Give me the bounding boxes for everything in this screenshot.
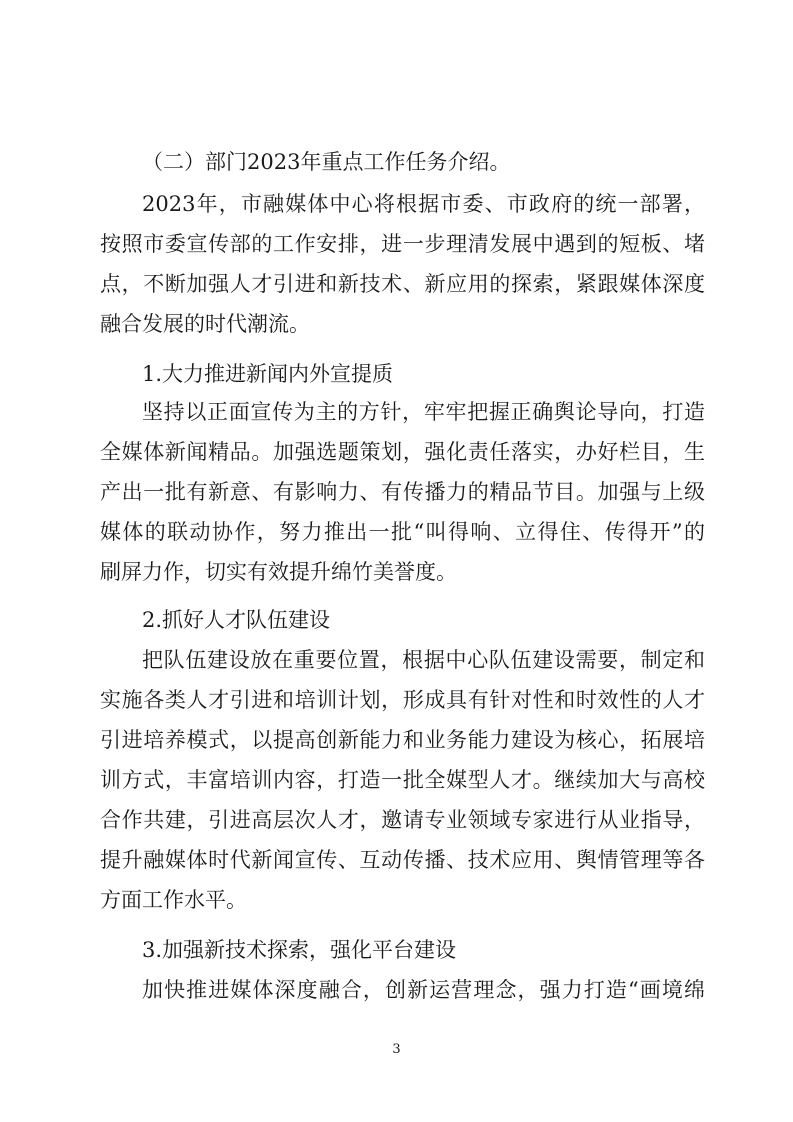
subsection-heading: 3.加强新技术探索，强化平台建设 xyxy=(142,938,457,962)
subsection-heading: 2.抓好人才队伍建设 xyxy=(142,608,331,632)
paragraph-line: 刷屏力作，切实有效提升绵竹美誉度。 xyxy=(100,560,457,584)
paragraph-line: 训方式，丰富培训内容，打造一批全媒型人才。继续加大与高校 xyxy=(100,768,705,792)
paragraph-line: 媒体的联动协作，努力推出一批“叫得响、立得住、传得开”的 xyxy=(100,520,705,544)
paragraph-line: 2023年，市融媒体中心将根据市委、市政府的统一部署， xyxy=(142,192,705,216)
paragraph-line: 提升融媒体时代新闻宣传、互动传播、技术应用、舆情管理等各 xyxy=(100,848,705,872)
paragraph-line: 引进培养模式，以提高创新能力和业务能力建设为核心，拓展培 xyxy=(100,728,705,752)
paragraph-line: 合作共建，引进高层次人才，邀请专业领域专家进行从业指导， xyxy=(100,808,705,832)
paragraph-line: 全媒体新闻精品。加强选题策划，强化责任落实，办好栏目，生 xyxy=(100,440,705,464)
paragraph-line: 实施各类人才引进和培训计划，形成具有针对性和时效性的人才 xyxy=(100,688,705,712)
paragraph-line: 加快推进媒体深度融合，创新运营理念，强力打造“画境绵 xyxy=(142,978,705,1002)
page-number: 3 xyxy=(392,1042,401,1057)
paragraph-line: 方面工作水平。 xyxy=(100,888,247,912)
paragraph-line: 产出一批有新意、有影响力、有传播力的精品节目。加强与上级 xyxy=(100,480,705,504)
paragraph-line: 融合发展的时代潮流。 xyxy=(100,312,310,336)
paragraph-line: 把队伍建设放在重要位置，根据中心队伍建设需要，制定和 xyxy=(142,648,705,672)
paragraph-line: 按照市委宣传部的工作安排，进一步理清发展中遇到的短板、堵 xyxy=(100,232,705,256)
section-heading: （二）部门2023年重点工作任务介绍。 xyxy=(142,150,511,174)
paragraph-line: 点，不断加强人才引进和新技术、新应用的探索，紧跟媒体深度 xyxy=(100,272,705,296)
paragraph-line: 坚持以正面宣传为主的方针，牢牢把握正确舆论导向，打造 xyxy=(142,400,705,424)
subsection-heading: 1.大力推进新闻内外宣提质 xyxy=(142,362,394,386)
